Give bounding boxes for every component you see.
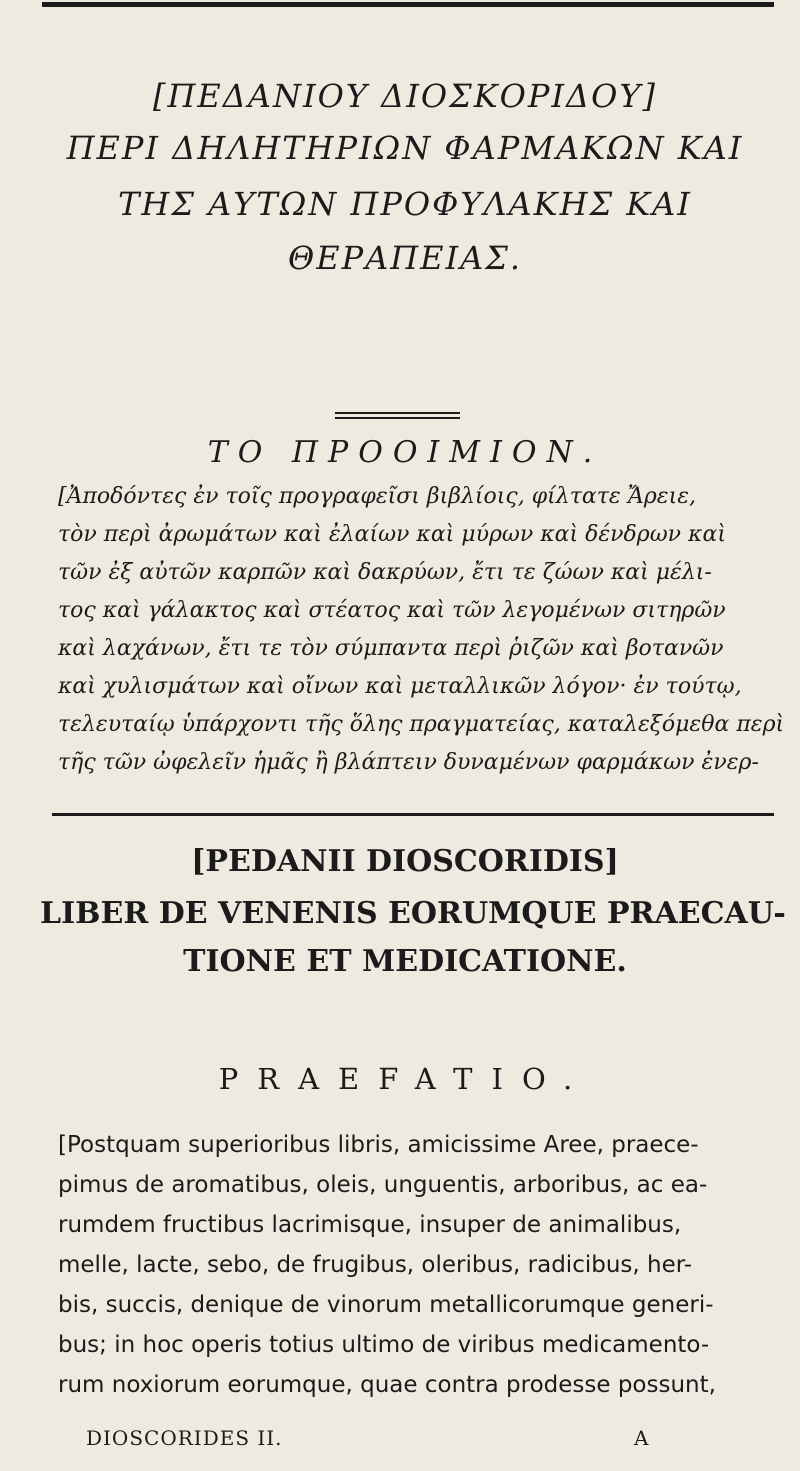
latin-title-line-2: TIONE ET MEDICATIONE.	[183, 944, 627, 979]
latin-section-heading: PRAEFATIO.	[218, 1062, 592, 1096]
signature-line: DIOSCORIDES II.	[86, 1426, 283, 1450]
latin-text-line: rum noxiorum eorumque, quae contra prodesse possunt,	[58, 1372, 716, 1398]
latin-text-line: bis, succis, denique de vinorum metallicorumque generi-	[58, 1292, 714, 1318]
top-rule	[42, 2, 774, 7]
latin-text-line: melle, lacte, sebo, de frugibus, oleribus, radicibus, her-	[58, 1252, 693, 1278]
latin-text-line: bus; in hoc operis totius ultimo de viribus medicamento-	[58, 1332, 710, 1358]
title-rule-upper	[335, 412, 460, 414]
language-separator-rule	[52, 813, 774, 816]
latin-text-line: rumdem fructibus lacrimisque, insuper de animalibus,	[58, 1212, 682, 1238]
title-rule-lower	[335, 417, 460, 419]
greek-text-line: τελευταίῳ ὑπάρχοντι τῆς ὅλης πραγματείας, καταλεξόμεθα περὶ	[58, 712, 785, 737]
latin-title-author: [PEDANII DIOSCORIDIS]	[191, 844, 619, 879]
latin-text-line: [Postquam superioribus libris, amicissime Aree, praece-	[58, 1132, 699, 1158]
greek-text-line: καὶ χυλισμάτων καὶ οἴνων καὶ μεταλλικῶν λόγον· ἐν τούτῳ,	[58, 674, 742, 699]
signature-mark: A	[634, 1426, 650, 1450]
greek-section-heading: ΤΟ ΠΡΟΟΙΜΙΟΝ.	[207, 435, 603, 470]
greek-text-line: τος καὶ γάλακτος καὶ στέατος καὶ τῶν λεγομένων σιτηρῶν	[58, 598, 726, 623]
greek-text-line: τῶν ἐξ αὐτῶν καρπῶν καὶ δακρύων, ἔτι τε ζώων καὶ μέλι-	[58, 560, 712, 585]
greek-text-line: τῆς τῶν ὠφελεῖν ἡμᾶς ἢ βλάπτειν δυναμένων φαρμάκων ἐνερ-	[58, 750, 759, 775]
greek-text-line: τὸν περὶ ἀρωμάτων καὶ ἐλαίων καὶ μύρων καὶ δένδρων καὶ	[58, 522, 726, 547]
greek-title-line-1: ΠΕΡΙ ΔΗΛΗΤΗΡΙΩΝ ΦΑΡΜΑΚΩΝ ΚΑΙ	[66, 129, 744, 167]
greek-text-line: καὶ λαχάνων, ἔτι τε τὸν σύμπαντα περὶ ῥιζῶν καὶ βοτανῶν	[58, 636, 724, 661]
latin-text-line: pimus de aromatibus, oleis, unguentis, arboribus, ac ea-	[58, 1172, 708, 1198]
greek-title-author: [ΠΕΔΑΝΙΟΥ ΔΙΟΣΚΟΡΙΔΟΥ]	[152, 77, 657, 115]
greek-text-line: [Ἀποδόντες ἐν τοῖς προγραφεῖσι βιβλίοις, φίλτατε Ἄρειε,	[58, 484, 696, 509]
latin-title-line-1: LIBER DE VENENIS EORUMQUE PRAECAU-	[40, 896, 786, 931]
greek-title-line-2: ΤΗΣ ΑΥΤΩΝ ΠΡΟΦΥΛΑΚΗΣ ΚΑΙ	[118, 185, 692, 223]
greek-title-line-3: ΘΕΡΑΠΕΙΑΣ.	[287, 239, 523, 277]
